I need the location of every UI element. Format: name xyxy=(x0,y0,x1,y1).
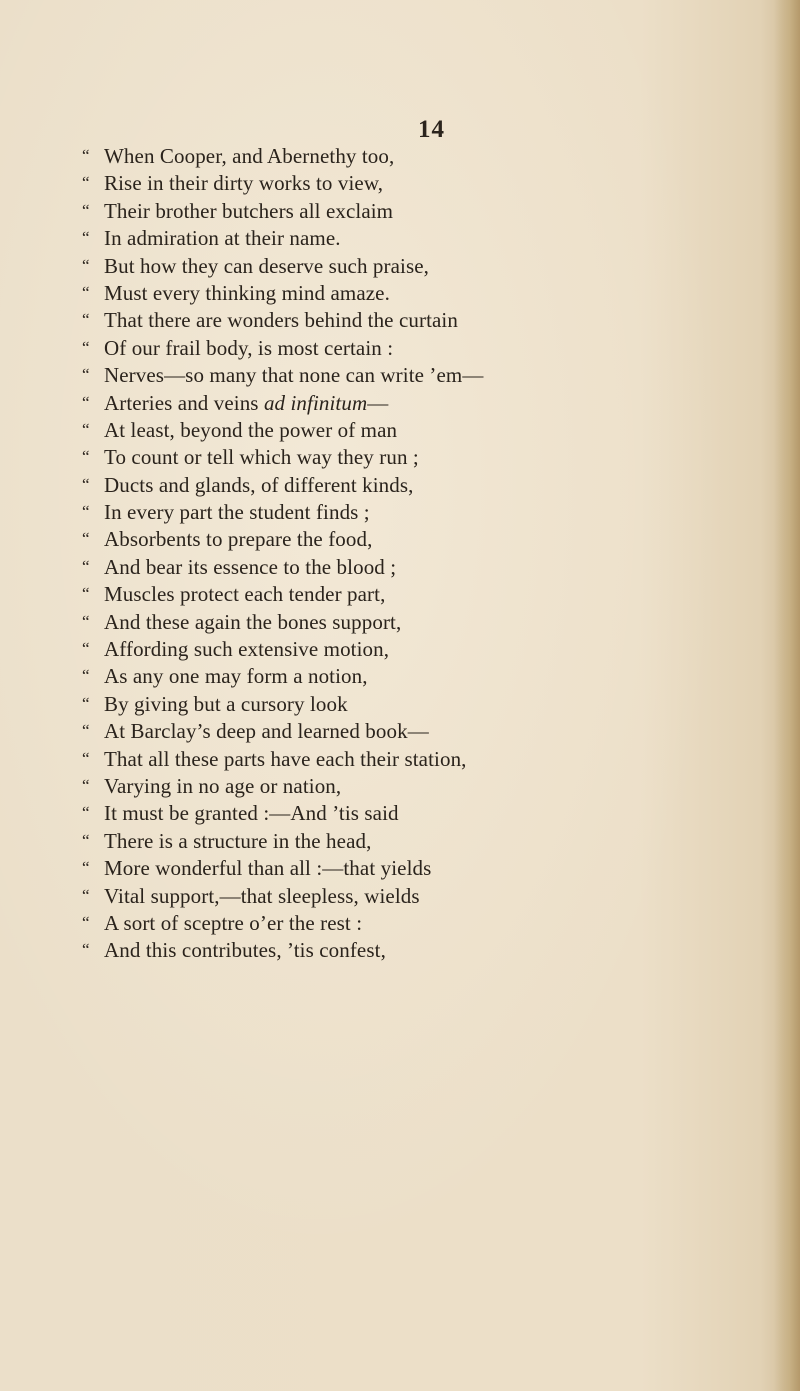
verse-line: “ Arteries and veins ad infinitum— xyxy=(82,390,389,415)
verse-line: “ Vital support,—that sleepless, wields xyxy=(82,883,420,908)
verse-line: “ That all these parts have each their station, xyxy=(82,746,467,771)
verse-line: “ When Cooper, and Abernethy too, xyxy=(82,144,395,168)
verse-line: “ There is a structure in the head, xyxy=(82,828,372,853)
verse-line: “ And these again the bones support, xyxy=(82,609,402,634)
verse-line-with-italic: Arteries and veins ad infinitum— xyxy=(104,390,389,415)
verse-line: “ Their brother butchers all exclaim xyxy=(82,198,394,223)
verse-line: “ Nerves—so many that none can write ’em— xyxy=(82,363,484,388)
page-number: 14 xyxy=(418,116,445,143)
verse-line: “ But how they can deserve such praise, xyxy=(82,253,430,278)
verse-line: “ In admiration at their name. xyxy=(82,226,341,251)
verse-line: “ At Barclay’s deep and learned book— xyxy=(82,719,429,744)
verse-line: “ Affording such extensive motion, xyxy=(82,637,390,662)
verse-line: “ In every part the student finds ; xyxy=(82,500,370,525)
verse-line: “ And bear its essence to the blood ; xyxy=(82,554,397,579)
poem-verse xyxy=(82,142,782,964)
verse-line: “ Rise in their dirty works to view, xyxy=(82,171,384,196)
verse-line: “ To count or tell which way they run ; xyxy=(82,445,419,470)
verse-line: “ Must every thinking mind amaze. xyxy=(82,280,390,305)
verse-line: “ More wonderful than all :—that yields xyxy=(82,856,432,881)
verse-line: “ That there are wonders behind the curtain xyxy=(82,308,458,333)
verse-line: “ Varying in no age or nation, xyxy=(82,773,342,798)
verse-line: “ Of our frail body, is most certain : xyxy=(82,335,394,360)
verse-line: “ And this contributes, ’tis confest, xyxy=(82,938,386,963)
verse-line: “ As any one may form a notion, xyxy=(82,664,368,689)
verse-line: “ Absorbents to prepare the food, xyxy=(82,527,373,552)
verse-line: “ By giving but a cursory look xyxy=(82,691,348,716)
verse-line: “ Ducts and glands, of different kinds, xyxy=(82,472,414,497)
verse-line: “ Muscles protect each tender part, xyxy=(82,582,386,607)
verse-line: “ A sort of sceptre o’er the rest : xyxy=(82,910,363,935)
latin-phrase: ad infinitum xyxy=(263,390,368,415)
verse-line: “ At least, beyond the power of man xyxy=(82,417,398,442)
verse-line: “ It must be granted :—And ’tis said xyxy=(82,801,399,826)
